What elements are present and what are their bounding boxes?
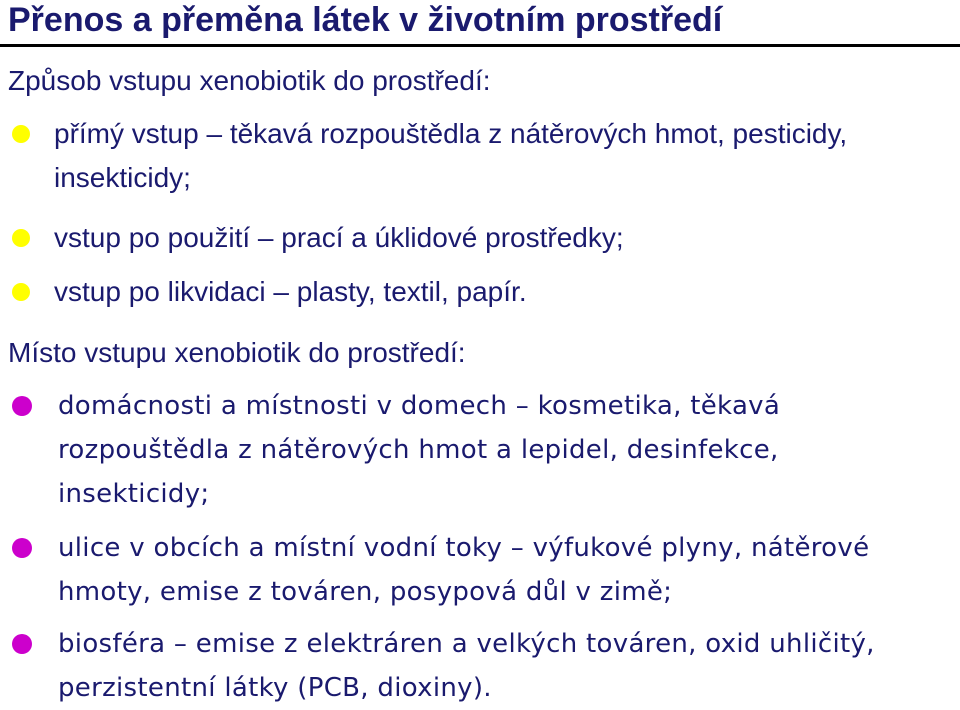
magenta-bullet-icon bbox=[12, 634, 32, 654]
list-item bbox=[0, 384, 960, 516]
section-heading-entry-mode: Způsob vstupu xenobiotik do prostředí: bbox=[8, 65, 491, 96]
yellow-bullet-icon bbox=[12, 125, 30, 143]
list-item-text: vstup po použití – prací a úklidové prostředky; bbox=[54, 222, 624, 253]
entry-mode-list bbox=[0, 112, 960, 322]
yellow-bullet-icon bbox=[12, 283, 30, 301]
list-item bbox=[0, 622, 960, 710]
list-item bbox=[0, 216, 960, 260]
magenta-bullet-icon bbox=[12, 396, 32, 416]
title-divider bbox=[0, 44, 960, 47]
list-item bbox=[0, 112, 960, 208]
list-item-text: biosféra – emise z elektráren a velkých továren, oxid uhličitý, perzistentní látky (PCB, dioxiny). bbox=[58, 629, 875, 703]
yellow-bullet-icon bbox=[12, 229, 30, 247]
section-heading-entry-location: Místo vstupu xenobiotik do prostředí: bbox=[8, 337, 466, 368]
entry-location-list bbox=[0, 384, 960, 710]
list-item-text: vstup po likvidaci – plasty, textil, papír. bbox=[54, 276, 527, 307]
list-item-text: domácnosti a místnosti v domech – kosmetika, těkavá rozpouštědla z nátěrových hmot a lepidel, desinfekce, insekticidy; bbox=[58, 391, 781, 509]
list-item-text: přímý vstup – těkavá rozpouštědla z nátěrových hmot, pesticidy, insekticidy; bbox=[54, 118, 848, 193]
slide-title: Přenos a přeměna látek v životním prostředí bbox=[8, 1, 723, 39]
list-item bbox=[0, 270, 960, 314]
list-item-text: ulice v obcích a místní vodní toky – výfukové plyny, nátěrové hmoty, emise z továren, posypová důl v zimě; bbox=[58, 533, 870, 607]
list-item bbox=[0, 526, 960, 614]
magenta-bullet-icon bbox=[12, 538, 32, 558]
